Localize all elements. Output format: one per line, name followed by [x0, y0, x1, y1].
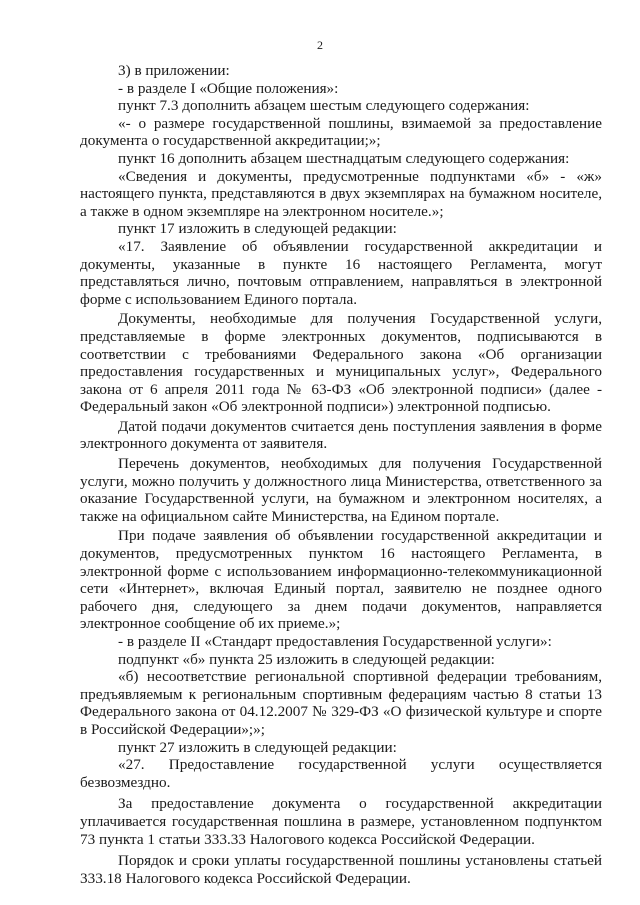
paragraph: Документы, необходимые для получения Государственной услуги, представляемые в форме электронных документов, подписываются в соответствии с требованиями Федерального закона «Об организации предоставления государственных и муниципальных услуг», Федерального закона от 6 апреля 2011 года № 63-ФЗ «Об электронной подписи» (далее - Федеральный закон «Об электронной подписи») электронной подписью.	[80, 310, 602, 416]
paragraph: Порядок и сроки уплаты государственной пошлины установлены статьей 333.18 Налогового кодекса Российской Федерации.	[80, 852, 602, 887]
document-body	[80, 62, 602, 887]
paragraph: «27. Предоставление государственной услуги осуществляется безвозмездно.	[80, 756, 602, 791]
paragraph: «Сведения и документы, предусмотренные подпунктами «б» - «ж» настоящего пункта, представляются в двух экземплярах на бумажном носителе, а также в одном экземпляре на электронном носителе.»;	[80, 167, 602, 220]
paragraph: подпункт «б» пункта 25 изложить в следующей редакции:	[118, 650, 495, 668]
page-number: 2	[317, 38, 323, 52]
paragraph: - в разделе I «Общие положения»:	[118, 79, 339, 97]
paragraph: - в разделе II «Стандарт предоставления Государственной услуги»:	[118, 633, 552, 650]
paragraph: пункт 16 дополнить абзацем шестнадцатым следующего содержания:	[118, 149, 570, 167]
paragraph: пункт 27 изложить в следующей редакции:	[118, 738, 397, 756]
paragraph: При подаче заявления об объявлении государственной аккредитации и документов, предусмотренных пунктом 16 настоящего Регламента, в электронной форме с использованием информационно-телекоммуникационной сети «Интернет», включая Единый портал, заявителю не позднее одного рабочего дня, следующего за днем подачи документов, направляется электронное сообщение об их приеме.»;	[80, 527, 602, 633]
paragraph: 3) в приложении:	[118, 62, 230, 79]
paragraph: Датой подачи документов считается день поступления заявления в форме электронного документа от заявителя.	[80, 417, 602, 453]
paragraph: пункт 7.3 дополнить абзацем шестым следующего содержания:	[118, 97, 530, 115]
paragraph: пункт 17 изложить в следующей редакции:	[118, 220, 397, 238]
paragraph: Перечень документов, необходимых для получения Государственной услуги, можно получить у должностного лица Министерства, ответственного за оказание Государственной услуги, на бумажном и электронном носителях, а также на официальном сайте Министерства, на Едином портале.	[80, 455, 602, 525]
paragraph: За предоставление документа о государственной аккредитации уплачивается государственная пошлина в размере, установленном подпунктом 73 пункта 1 статьи 333.33 Налогового кодекса Российской Федерации.	[80, 795, 602, 848]
paragraph: «б) несоответствие региональной спортивной федерации требованиям, предъявляемым к региональным спортивным федерациям частью 8 статьи 13 Федерального закона от 04.12.2007 № 329-ФЗ «О физической культуре и спорте в Российской Федерации»;»;	[80, 668, 602, 738]
paragraph: «17. Заявление об объявлении государственной аккредитации и документы, указанные в пункте 16 настоящего Регламента, могут представляться лично, почтовым отправлением, направляться в электронной форме с использованием Единого портала.	[80, 237, 602, 308]
paragraph: «- о размере государственной пошлины, взимаемой за предоставление документа о государственной аккредитации;»;	[80, 114, 602, 150]
